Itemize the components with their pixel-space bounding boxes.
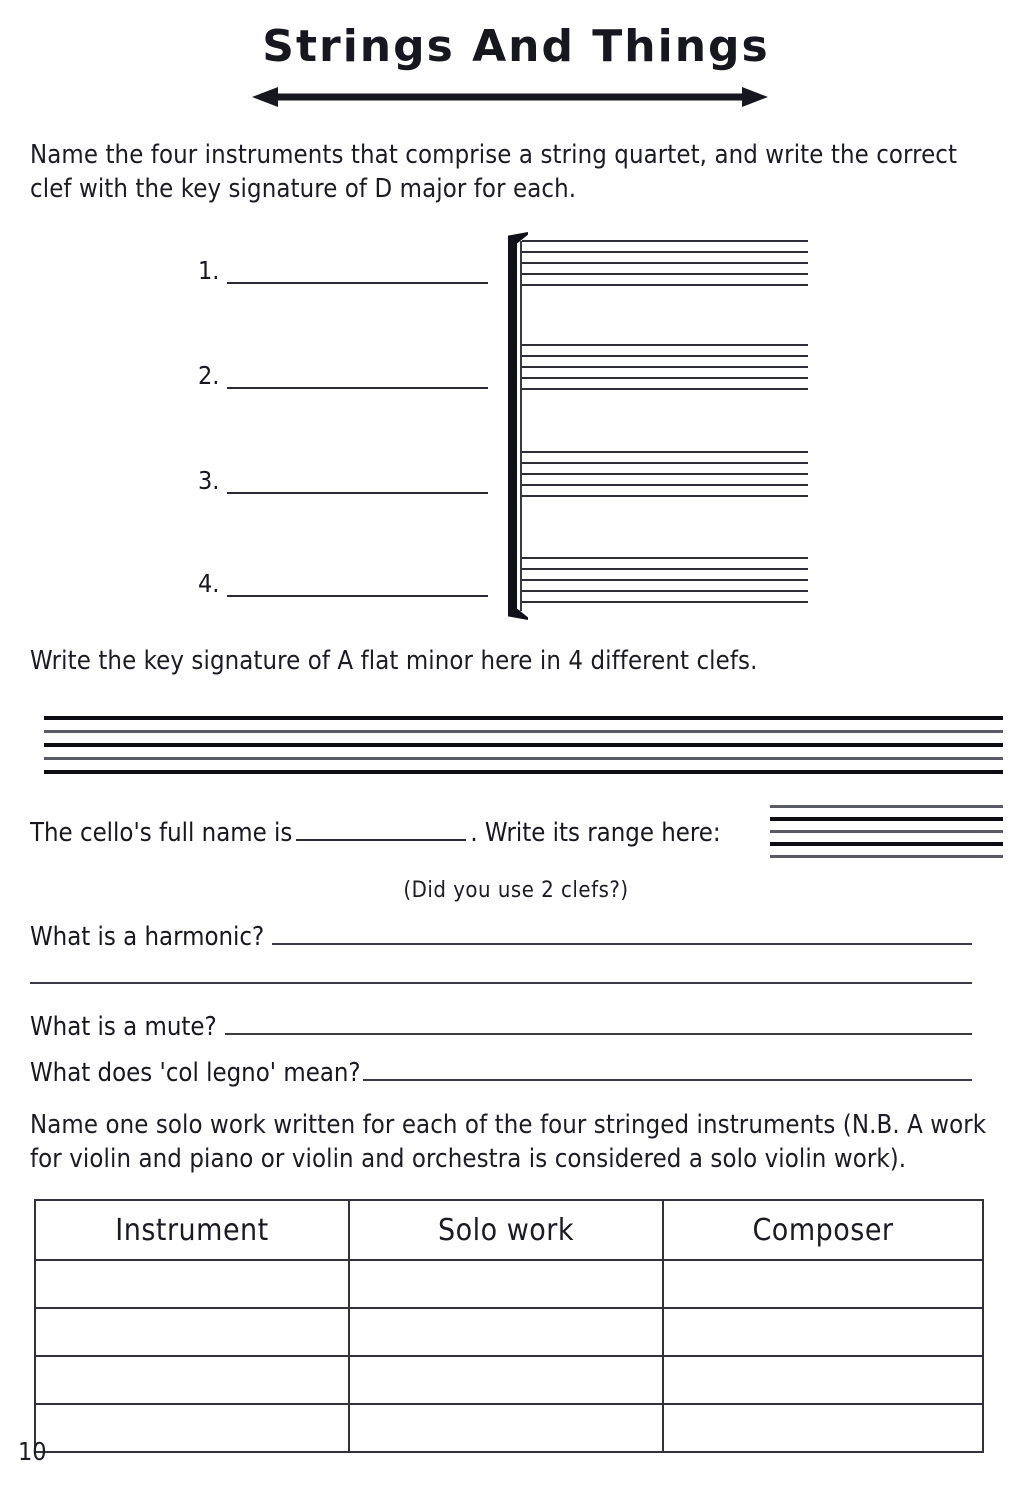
- question-label: What is a harmonic?: [30, 922, 265, 952]
- cell-solo-work[interactable]: [349, 1260, 663, 1308]
- stave-3[interactable]: [522, 451, 808, 497]
- table-row[interactable]: [35, 1404, 983, 1452]
- cell-composer[interactable]: [663, 1356, 983, 1404]
- column-header-solo-work: Solo work: [349, 1200, 663, 1260]
- table-row[interactable]: [35, 1356, 983, 1404]
- cell-composer[interactable]: [663, 1260, 983, 1308]
- list-number: 4.: [198, 569, 220, 598]
- cello-prompt-suffix: . Write its range here:: [470, 818, 721, 848]
- cello-range-stave[interactable]: [770, 805, 1003, 858]
- cell-solo-work[interactable]: [349, 1356, 663, 1404]
- question-answer-rule[interactable]: [363, 1059, 972, 1081]
- question-answer-rule[interactable]: [272, 923, 972, 945]
- question-harmonic-continuation-rule[interactable]: [30, 982, 972, 984]
- question-mute[interactable]: [30, 1012, 972, 1042]
- cell-solo-work[interactable]: [349, 1404, 663, 1452]
- stave-4[interactable]: [522, 557, 808, 603]
- cell-instrument[interactable]: [35, 1356, 349, 1404]
- clef-hint-note: (Did you use 2 clefs?): [403, 878, 629, 903]
- cell-instrument[interactable]: [35, 1308, 349, 1356]
- answer-rule[interactable]: [227, 468, 488, 494]
- question-harmonic[interactable]: [30, 922, 972, 952]
- question-label: What does 'col legno' mean?: [30, 1058, 361, 1088]
- quartet-answer-1[interactable]: [198, 250, 488, 284]
- page-number: 10: [18, 1437, 47, 1466]
- table-row[interactable]: [35, 1308, 983, 1356]
- quartet-answer-4[interactable]: [198, 563, 488, 597]
- question-label: What is a mute?: [30, 1012, 217, 1042]
- list-number: 1.: [198, 256, 220, 285]
- quartet-answer-2[interactable]: [198, 355, 488, 389]
- key-signature-stave[interactable]: [44, 716, 1003, 774]
- cell-instrument[interactable]: [35, 1260, 349, 1308]
- list-number: 2.: [198, 361, 220, 390]
- instruction-quartet: Name the four instruments that comprise a string quartet, and write the correct clef with the key signature of D major for each.: [30, 140, 958, 204]
- cello-name-input[interactable]: [296, 820, 466, 841]
- double-arrow-icon: [252, 86, 768, 108]
- cell-solo-work[interactable]: [349, 1308, 663, 1356]
- instruction-solo-work: Name one solo work written for each of the four stringed instruments (N.B. A work for violin and piano or violin and orchestra is considered a solo violin work).: [30, 1110, 987, 1174]
- instruction-key-signature: Write the key signature of A flat minor here in 4 different clefs.: [30, 646, 758, 676]
- cello-name-question[interactable]: [30, 818, 760, 848]
- cello-prompt-prefix: The cello's full name is: [30, 818, 293, 848]
- question-col-legno[interactable]: [30, 1058, 972, 1088]
- stave-2[interactable]: [522, 344, 808, 390]
- answer-rule[interactable]: [227, 571, 488, 597]
- list-number: 3.: [198, 466, 220, 495]
- cell-composer[interactable]: [663, 1308, 983, 1356]
- column-header-instrument: Instrument: [35, 1200, 349, 1260]
- solo-works-table[interactable]: [34, 1199, 984, 1453]
- cell-instrument[interactable]: [35, 1404, 349, 1452]
- column-header-composer: Composer: [663, 1200, 983, 1260]
- page-title-block: [0, 21, 1032, 72]
- quartet-stave-system[interactable]: [503, 232, 808, 620]
- cell-composer[interactable]: [663, 1404, 983, 1452]
- question-answer-rule[interactable]: [225, 1013, 972, 1035]
- quartet-answer-3[interactable]: [198, 460, 488, 494]
- page-title: Strings And Things: [262, 21, 770, 72]
- answer-rule[interactable]: [227, 258, 488, 284]
- table-row[interactable]: [35, 1260, 983, 1308]
- stave-1[interactable]: [522, 240, 808, 286]
- table-header-row: [35, 1200, 983, 1260]
- answer-rule[interactable]: [227, 363, 488, 389]
